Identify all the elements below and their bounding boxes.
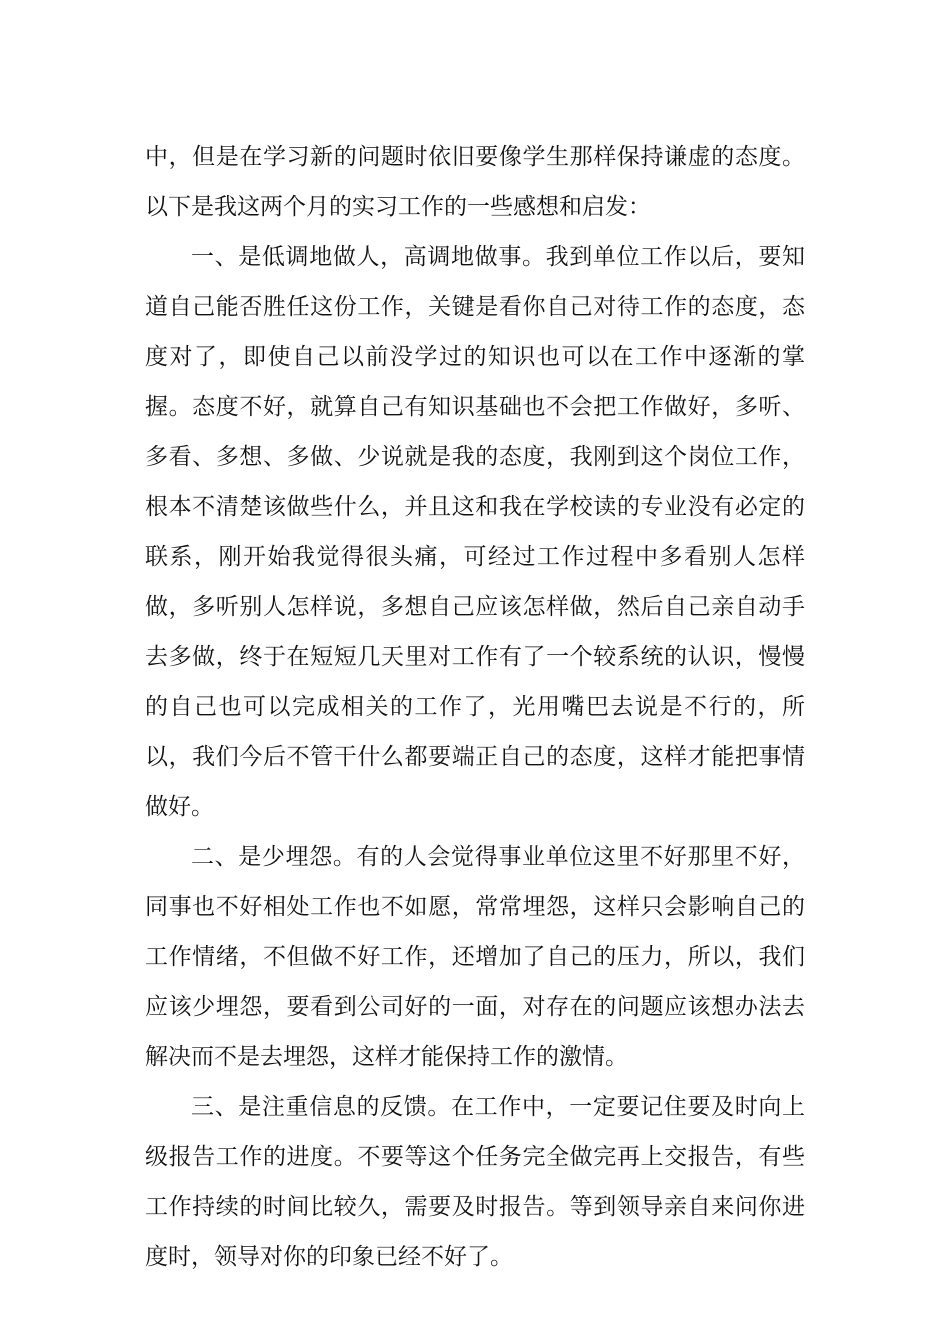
paragraph-intro-continuation: 中，但是在学习新的问题时依旧要像学生那样保持谦虚的态度。以下是我这两个月的实习工作的一些感想和启发： (145, 144, 805, 220)
paragraph-point-two: 二、是少埋怨。有的人会觉得事业单位这里不好那里不好，同事也不好相处工作也不如愿，常常埋怨，这样只会影响自己的工作情绪，不但做不好工作，还增加了自己的压力，所以，我们应该少埋怨，要看到公司好的一面，对存在的问题应该想办法去解决而不是去埋怨，这样才能保持工作的激情。 (145, 844, 805, 1070)
paragraph-point-one: 一、是低调地做人，高调地做事。我到单位工作以后，要知道自己能否胜任这份工作，关键是看你自己对待工作的态度，态度对了，即使自己以前没学过的知识也可以在工作中逐渐的掌握。态度不好，就算自己有知识基础也不会把工作做好，多听、多看、多想、多做、少说就是我的态度，我刚到这个岗位工作，根本不清楚该做些什么，并且这和我在学校读的专业没有必定的联系，刚开始我觉得很头痛，可经过工作过程中多看别人怎样做，多听别人怎样说，多想自己应该怎样做，然后自己亲自动手去多做，终于在短短几天里对工作有了一个较系统的认识，慢慢的自己也可以完成相关的工作了，光用嘴巴去说是不行的，所以，我们今后不管干什么都要端正自己的态度，这样才能把事情做好。 (145, 244, 805, 820)
document-body (145, 132, 805, 1282)
paragraph-point-three: 三、是注重信息的反馈。在工作中，一定要记住要及时向上级报告工作的进度。不要等这个任务完全做完再上交报告，有些工作持续的时间比较久，需要及时报告。等到领导亲自来问你进度时，领导对你的印象已经不好了。 (145, 1094, 805, 1270)
